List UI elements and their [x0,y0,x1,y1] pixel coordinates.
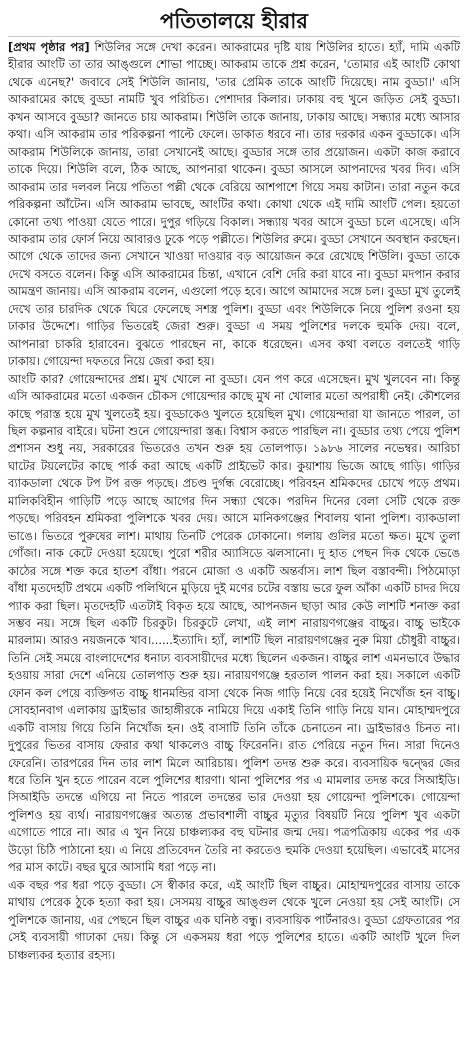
paragraph-text: শিউলির সঙ্গে দেখা করেন। আকরামের দৃষ্টি যায় শিউলির হাতে। হ্যাঁ, দামি একটি হীরার আংটি তা তার আঙ্গুলে শোভা পাচ্ছে। আকরাম তাকে প্রশ্ন করেন, 'তোমার এই আংটি কোথা থেকে এনেছ?' জবাবে সেই শিউলি জানায়, 'তার প্রেমিক তাকে আংটি দিয়েছে। নাম বুড্ডা।' এসি আকরামের কাছে বুড্ডা নামটি খুব পরিচিত। পেশাদার কিলার। ঢাকায় বহু খুনে জড়িত সেই বুড্ডা। কখন আসবে বুড্ডা? জানতে চায় আকরাম। শিউলি তাকে জানায়, ঢাকায় আছে। সন্ধ্যার মধ্যে আসার কথা। এসি আকরাম তার পরিকল্পনা পাল্টে ফেলে। ডাকাত ধরবে না। তার দরকার একন বুড্ডাকে। এসি আকরাম শিউলিকে জানায়, তারা সেখানেই আছে। বুড্ডার সঙ্গে তার প্রয়োজন। একটা কাজ করাবে তাকে দিয়ে। শিউলি বলে, ঠিক আছে, আপনারা থাকেন। বুড্ডা আসলে আপনাদের খবর দিব। এসি আকরাম তার দলবল নিয়ে পতিতা পল্লী থেকে বেরিয়ে আশপাশে গিয়ে সময় কাটান। তারা নতুন করে পরিকল্পনা আঁটেন। এসি আকরাম ভাবছে, আংটির কথা। কোথা থেকে এই দামি আংটি পেল। হয়তো কোনো তথ্য পাওয়া যেতে পারে। দুপুর গড়িয়ে বিকাল। সন্ধ্যায় খবর আসে বুড্ডা চলে এসেছে। এসি আকরাম তার ফোর্স নিয়ে আবারও ঢুকে পড়ে পল্লীতে। শিউলির রুমে। বুড্ডা সেখানে অবস্থান করছেন। আগে থেকে তাদের জন্য সেখানে খাওয়া দাওয়ার বড় আয়োজন করে রেখেছে শিউলি। বুড্ডা তাকে দেখে বসতে বলেন। কিন্তু এসি আকরামের চিন্তা, এখানে বেশি দেরি করা যাবে না। বুড্ডা মদপান করার আমন্ত্রণ জানায়। এসি আকরাম বলেন, এগুলো পড়ে হবে। আগে আমাদের সঙ্গে চল। বুড্ডা মুখ তুলেই দেখে তার চারদিক থেকে ঘিরে ফেলেছে সশস্ত্র পুলিশ। বুড্ডা এবং শিউলিকে নিয়ে পুলিশ রওনা হয় ঢাকার উদ্দেশে। গাড়ির ভিতরেই জেরা শুরু। বুড্ডা এ সময় পুলিশের দলকে হুমকি দেয়। বলে, আপনারা চাকরি হারাবেন। বুঝতে পারছেন না, কাকে ধরেছেন। এসব কথা বলতে বলতেই গাড়ি ঢাকায়। গোয়েন্দা দফতরে নিয়ে জেরা করা হয়। [8,40,461,369]
article-paragraph-3: এক বছর পর ধরা পড়ে বুড্ডা। সে স্বীকার করে, এই আংটি ছিল বাচ্চুর। মোহাম্মদপুরের বাসায় তাকে মাথায় পেরেক ঠুকে হত্যা করা হয়। সেসময় বাচ্চুর আঙ্গুল থেকে খুলে নেওয়া হয় সেই আংটি। সে পুলিশকে জানায়, এর পেছনে ছিল বাচ্চুর এক ঘনিষ্ঠ বন্ধু। ব্যবসায়িক পার্টনারও। বুড্ডা গ্রেফতারের পর সেই ব্যবসায়ী গাঢাকা দেয়। কিন্তু সে একসময় ধরা পড়ে পুলিশের হাতে। একটি আংটি খুলে দিল চাঞ্চল্যকর হত্যার রহস্য। [8,877,460,962]
article-paragraph-1 [8,39,460,371]
article-paragraph-2: আংটি কার? গোয়েন্দাদের প্রশ্ন। মুখ খোলে না বুড্ডা। যেন পণ করে এসেছেন। মুখ খুলবেন না। কিন্তু এসি আকরামের মতো একজন চৌকস গোয়েন্দার কাছে মুখ না খোলার মতো অপরাধী নেই। কৌশলের কাছে পরাস্ত হয়ে মুখ খুলতেই হয়। বুড্ডাকেও খুলতে হয়েছিল মুখ। গোয়েন্দারা যা জানতে পারল, তা ছিল কল্পনার বাইরে। ঘটনা শুনে গোয়েন্দারা স্তব্ধ। বিশ্বাস করতে পারছিল না। বুড্ডার তথ্য পেয়ে পুলিশ প্রশাসন শুধু নয়, সরকারের ভিতরেও তখন শুরু হয় তোলপাড়। ১৯৮৬ সালের নভেম্বর। আরিচা ঘাটের টয়লেটের কাছে পার্ক করা আছে একটি প্রাইভেট কার। কুয়াশায় ভিজে আছে গাড়ি। গাড়ির ব্যাকডালা থেকে টপ টপ রক্ত পড়ছে। প্রচণ্ড দুর্গন্ধ বেরোচ্ছে। পরিবহন শ্রমিকদের চোখে পড়ে প্রথম। মালিকবিহীন গাড়িটি পড়ে আছে আগের দিন সন্ধ্যা থেকে। পরদিন দিনের বেলা সেটি থেকে রক্ত পড়ছে। পরিবহন শ্রমিকরা পুলিশকে খবর দেয়। আসে মানিকগঞ্জের শিবালয় থানা পুলিশ। ব্যাকডালা ভাঙে। ভিতরে পুরুষের লাশ। মাথায় তিনটি পেরেক ঢোকানো। গলায় গুলির মতো ক্ষত। মুখে তুলা গোঁজা। নাক কেটে দেওয়া হয়েছে। পুরো শরীর অ্যাসিডে ঝলসানো। দু হাত পেছন দিক থেকে ভেঙে কাঠের সঙ্গে শক্ত করে হাতশ বাঁধা। পরনে মোজা ও একটি অন্তর্বাস। লাশ ছিল বস্তাবন্দী। পিঠমোড়া বাঁধা মৃতদেহটি প্রথমে একটি পলিথিনে মুড়িয়ে দুই মণের চটের বস্তায় ভরে ফুল আঁকা একটি চাদর দিয়ে প্যাক করা ছিল। মৃতদেহটি এতটাই বিকৃত হয়ে আছে, আপনজন ছাড়া আর কেউ লাশটি শনাক্ত করা সম্ভব নয়। সঙ্গে ছিল একটি চিরকুট। চিরকুটে লেখা, এই লাশ নারায়ণগঞ্জের বাচ্চুর। বাচ্চু ভাইকে মারলাম। আরও নয়জনকে খাব।......ইত্যাদি। হ্যাঁ, লাশটি ছিল নারায়ণগঞ্জের নুরু মিয়া চৌধুরী বাচ্চুর। তিনি সেই সময়ে বাংলাদেশের ধনাঢ্য ব্যবসায়ীদের মধ্যে ছিলেন একজন। বাচ্চুর লাশ এমনভাবে উদ্ধার হওয়ায় সারা দেশে এনিয়ে তোলপাড় শুরু হয়। নারায়ণগঞ্জে হরতাল পালন করা হয়। সকালে একটি ফোন কল পেয়ে ব্যক্তিগত বাচ্চু ধানমন্ডির বাসা থেকে নিজ গাড়ি নিয়ে বের হয়েই নিখোঁজ হন বাচ্চু। সোবহানবাগ এলাকায় ড্রাইভার জাহাঙ্গীরকে নামিয়ে দিয়ে একাই তিনি গাড়ি নিয়ে যান। মোহাম্মদপুরে একটি বাসায় গিয়ে তিনি নিখোঁজ হন। ওই বাসাটি তিনি তাঁকে চেনাতেন না। ড্রাইভারও চিনত না। দুপুরের ভিতর বাসায় ফেরার কথা থাকলেও বাচ্চু ফিরেননি। রাত পেরিয়ে নতুন দিন। সারা দিনেও ফেরেনি। তারপরের দিন তার লাশ মিলে আরিচায়। পুলিশ তদন্ত শুরু করে। ব্যবসায়িক দ্বন্দ্বের জের ধরে তিনি খুন হতে পারেন বলে পুলিশের ধারণা। থানা পুলিশের পর এ মামলার তদন্ত করে সিআইডি। সিআইডি তদন্তে এগিয়ে না নিতে পারলে তদন্তের ভার দেওয়া হয় গোয়েন্দা পুলিশকে। গোয়েন্দা পুলিশও হয় ব্যর্থ। নারায়ণগঞ্জের অত্যন্ত প্রভাবশালী বাচ্চুর মৃত্যুর বিষয়টি নিয়ে পুলিশ খুব একটা এগোতে পারে না। আর এ খুন নিয়ে চাঞ্চল্যকর বহু ঘটনার জন্ম দেয়। পত্রপত্রিকায় একের পর এক উড়ো চিঠি পাঠানো হয়। এ নিয়ে প্রতিবেদন তৈরি না করতেও হুমকি দেওয়া হয়েছিল। এভাবেই মাসের পর মাস কাটে। বছর ঘুরে আসামি ধরা পড়ে না। [8,371,460,875]
article-body [8,39,460,964]
continuation-marker: [প্রথম পৃষ্ঠার পর] [8,40,90,54]
article-headline: পতিতালয়ে হীরার [8,6,460,37]
